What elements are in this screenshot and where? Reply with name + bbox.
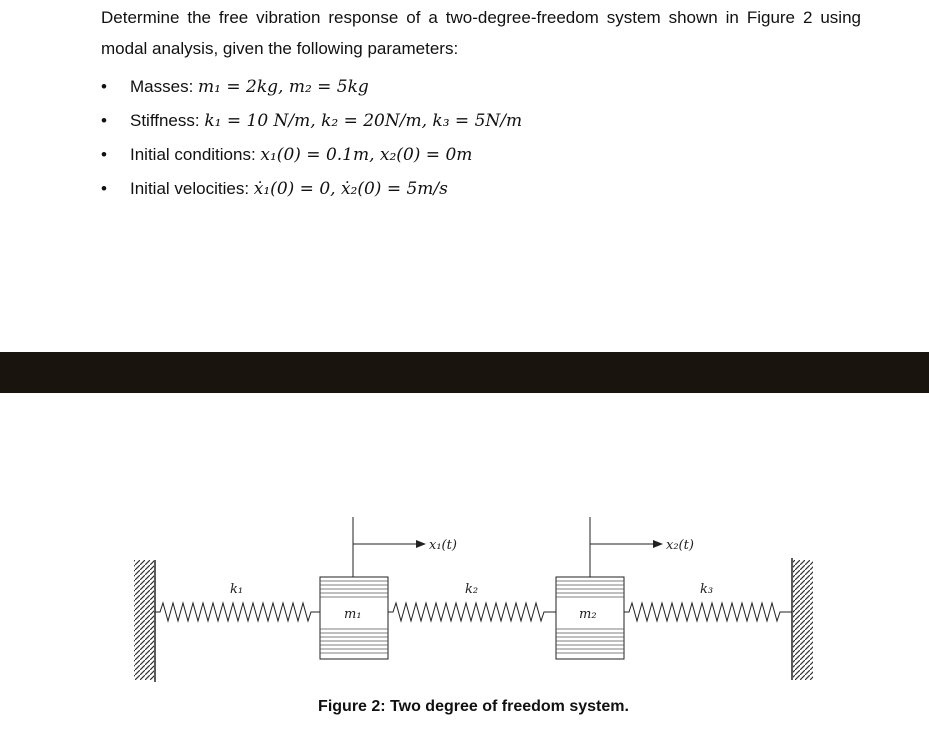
label-k3: k₃ (700, 582, 714, 597)
param-math: ẋ₁(0) = 0, ẋ₂(0) = 5m/s (253, 179, 448, 199)
label-m1: m₁ (344, 607, 362, 622)
right-wall (792, 558, 813, 680)
spring-k2 (388, 603, 556, 621)
label-k2: k₂ (465, 582, 479, 597)
displacement-arrow-x1 (353, 517, 426, 577)
param-label: Initial conditions: (130, 145, 261, 164)
param-label: Initial velocities: (130, 179, 254, 198)
param-math: k₁ = 10 N/m, k₂ = 20N/m, k₃ = 5N/m (204, 111, 523, 131)
problem-intro: Determine the free vibration response of a two-degree-freedom system shown in Figure 2 using modal analysis, given the following parameters: (101, 8, 861, 58)
label-x1: x₁(t) (429, 538, 457, 553)
spring-k3 (624, 603, 792, 621)
param-math: m₁ = 2kg, m₂ = 5kg (198, 77, 369, 97)
param-label: Masses: (130, 77, 199, 96)
param-label: Stiffness: (130, 111, 205, 130)
spring-k1 (155, 603, 320, 621)
label-m2: m₂ (579, 607, 597, 622)
param-math: x₁(0) = 0.1m, x₂(0) = 0m (260, 145, 473, 165)
left-wall (134, 560, 155, 682)
figure-caption: Figure 2: Two degree of freedom system. (318, 698, 629, 715)
displacement-arrow-x2 (590, 517, 663, 577)
label-x2: x₂(t) (666, 538, 694, 553)
label-k1: k₁ (230, 582, 244, 597)
